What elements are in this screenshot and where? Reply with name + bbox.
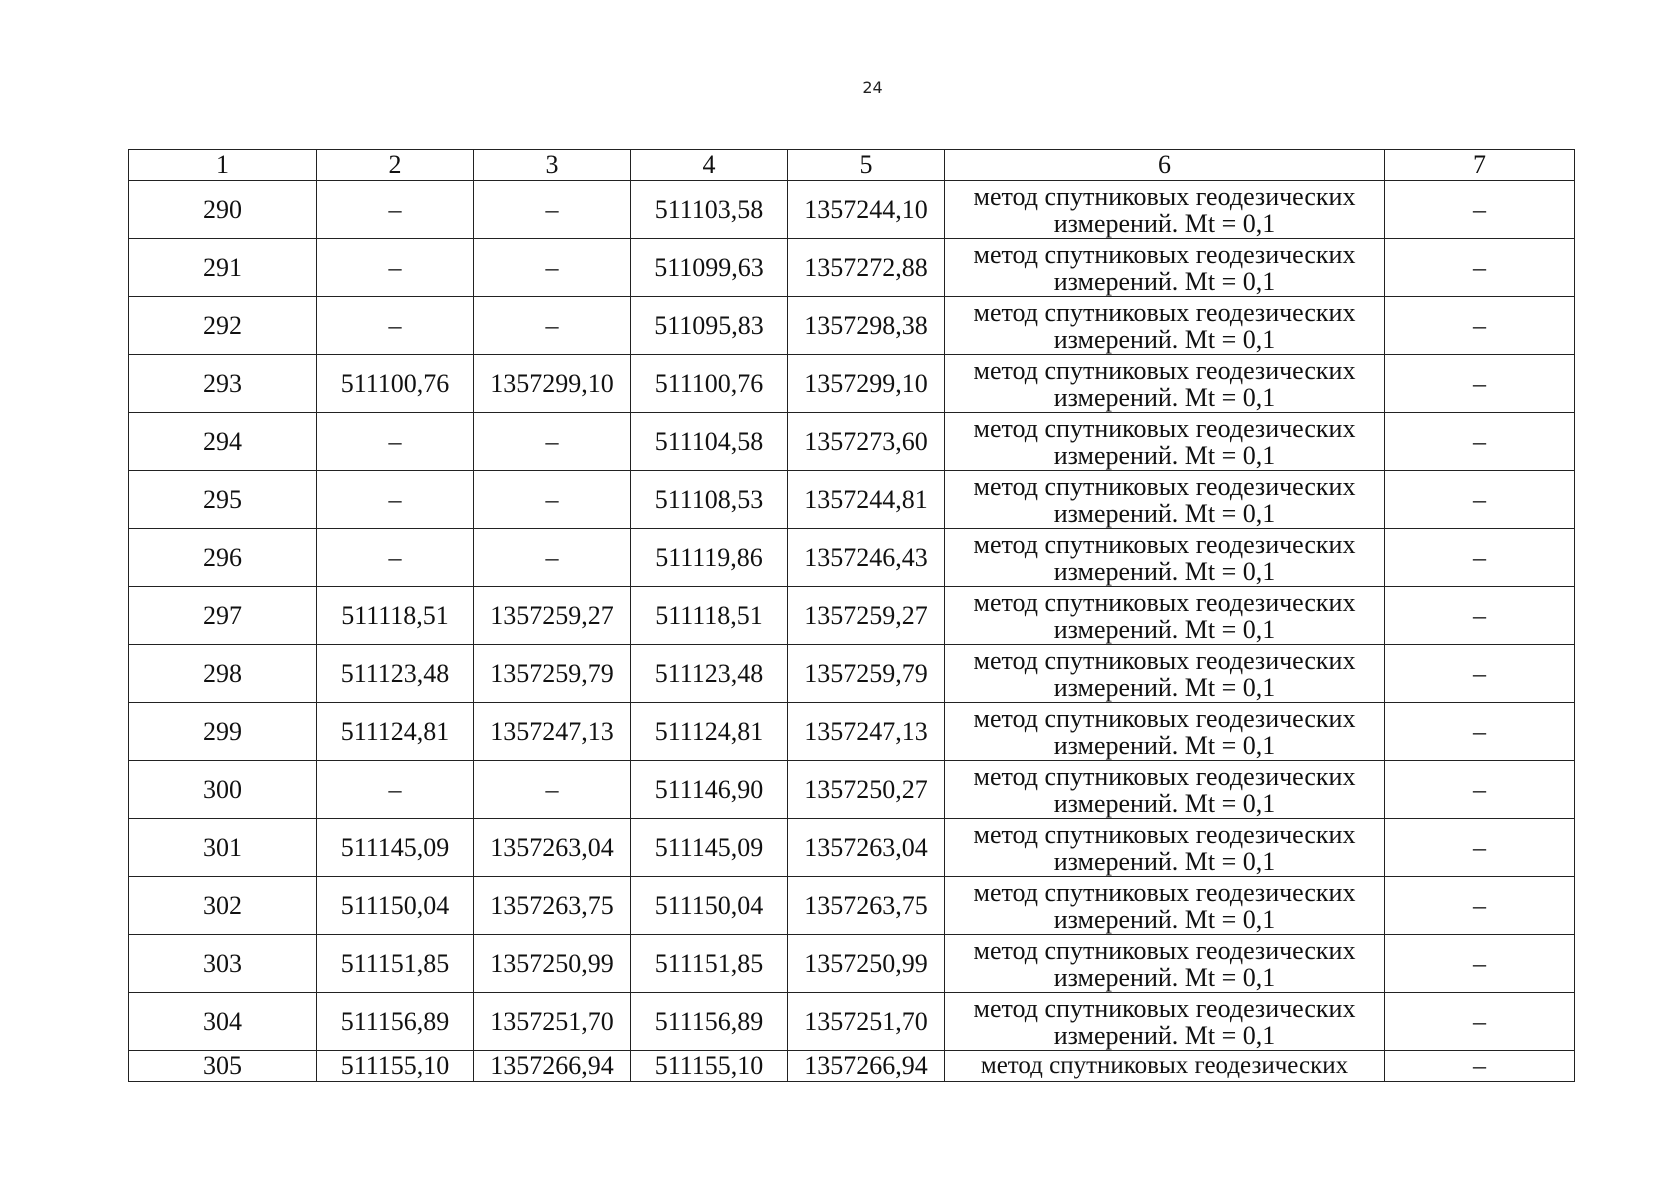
old-x: – [317,529,474,587]
table-row [129,355,1575,413]
old-y: – [474,413,631,471]
new-y: 1357246,43 [788,529,945,587]
old-y: 1357259,27 [474,587,631,645]
point-number: 293 [129,355,317,413]
method-cell [945,239,1385,297]
table-row [129,819,1575,877]
new-y: 1357244,10 [788,181,945,239]
old-x: 511155,10 [317,1051,474,1082]
new-y: 1357299,10 [788,355,945,413]
precision-text: измерений. Mt = 0,1 [1053,962,1276,992]
old-y: – [474,529,631,587]
point-number: 295 [129,471,317,529]
new-x: 511119,86 [631,529,788,587]
new-x: 511124,81 [631,703,788,761]
coordinates-table [128,149,1575,1082]
old-x: 511151,85 [317,935,474,993]
new-x: 511155,10 [631,1051,788,1082]
new-y: 1357250,27 [788,761,945,819]
precision-text: измерений. Mt = 0,1 [1053,266,1276,296]
method-text: метод спутниковых геодезических [973,297,1356,327]
point-number: 301 [129,819,317,877]
description-cell: – [1385,877,1575,935]
method-text: метод спутниковых геодезических [973,355,1356,385]
description-cell: – [1385,1051,1575,1082]
point-number: 305 [129,1051,317,1082]
new-x: 511118,51 [631,587,788,645]
new-x: 511123,48 [631,645,788,703]
header-cell: 3 [474,150,631,181]
new-x: 511145,09 [631,819,788,877]
point-number: 294 [129,413,317,471]
old-y: 1357263,75 [474,877,631,935]
point-number: 297 [129,587,317,645]
old-x: – [317,239,474,297]
new-y: 1357247,13 [788,703,945,761]
table-row [129,471,1575,529]
new-x: 511146,90 [631,761,788,819]
new-y: 1357263,75 [788,877,945,935]
description-cell: – [1385,297,1575,355]
old-x: 511145,09 [317,819,474,877]
method-cell [945,877,1385,935]
header-cell: 7 [1385,150,1575,181]
table-row [129,1051,1575,1082]
method-cell [945,413,1385,471]
old-y: 1357250,99 [474,935,631,993]
description-cell: – [1385,413,1575,471]
table-row [129,587,1575,645]
table-row [129,297,1575,355]
method-cell [945,935,1385,993]
description-cell: – [1385,935,1575,993]
method-text: метод спутниковых геодезических [973,413,1356,443]
method-cell [945,529,1385,587]
method-text: метод спутниковых геодезических [973,761,1356,791]
table-row [129,645,1575,703]
precision-text: измерений. Mt = 0,1 [1053,382,1276,412]
method-text: метод спутниковых геодезических [973,645,1356,675]
precision-text: измерений. Mt = 0,1 [1053,904,1276,934]
precision-text: измерений. Mt = 0,1 [1053,1020,1276,1050]
old-y: 1357299,10 [474,355,631,413]
new-x: 511150,04 [631,877,788,935]
old-x: – [317,761,474,819]
point-number: 303 [129,935,317,993]
method-text: метод спутниковых геодезических [973,703,1356,733]
method-cell [945,471,1385,529]
new-x: 511100,76 [631,355,788,413]
old-y: 1357251,70 [474,993,631,1051]
old-y: 1357263,04 [474,819,631,877]
table-row [129,529,1575,587]
method-cell [945,587,1385,645]
table-row [129,239,1575,297]
header-row [129,150,1575,181]
description-cell: – [1385,471,1575,529]
old-x: 511123,48 [317,645,474,703]
precision-text: измерений. Mt = 0,1 [1053,440,1276,470]
method-text: метод спутниковых геодезических [973,529,1356,559]
new-y: 1357273,60 [788,413,945,471]
new-y: 1357266,94 [788,1051,945,1082]
old-y: – [474,471,631,529]
new-x: 511104,58 [631,413,788,471]
description-cell: – [1385,529,1575,587]
method-text: метод спутниковых геодезических [973,587,1356,617]
precision-text: измерений. Mt = 0,1 [1053,208,1276,238]
method-cell [945,761,1385,819]
precision-text: измерений. Mt = 0,1 [1053,556,1276,586]
method-cell [945,993,1385,1051]
method-text: метод спутниковых геодезических [973,819,1356,849]
precision-text: измерений. Mt = 0,1 [1053,324,1276,354]
table-row [129,877,1575,935]
new-y: 1357263,04 [788,819,945,877]
new-x: 511099,63 [631,239,788,297]
old-y: – [474,761,631,819]
header-cell: 5 [788,150,945,181]
new-y: 1357259,79 [788,645,945,703]
table-row [129,761,1575,819]
description-cell: – [1385,819,1575,877]
precision-text: измерений. Mt = 0,1 [1053,846,1276,876]
point-number: 292 [129,297,317,355]
method-text: метод спутниковых геодезических [973,239,1356,269]
header-cell: 1 [129,150,317,181]
old-x: – [317,471,474,529]
old-x: – [317,181,474,239]
description-cell: – [1385,703,1575,761]
old-x: 511156,89 [317,993,474,1051]
header-cell: 4 [631,150,788,181]
description-cell: – [1385,993,1575,1051]
point-number: 304 [129,993,317,1051]
new-y: 1357250,99 [788,935,945,993]
new-y: 1357251,70 [788,993,945,1051]
new-y: 1357298,38 [788,297,945,355]
table-row [129,181,1575,239]
precision-text: измерений. Mt = 0,1 [1053,614,1276,644]
table-row [129,703,1575,761]
description-cell: – [1385,181,1575,239]
new-y: 1357259,27 [788,587,945,645]
old-y: – [474,181,631,239]
old-y: – [474,239,631,297]
old-x: – [317,413,474,471]
new-x: 511108,53 [631,471,788,529]
method-text: метод спутниковых геодезических [973,877,1356,907]
precision-text: измерений. Mt = 0,1 [1053,672,1276,702]
point-number: 291 [129,239,317,297]
old-y: 1357266,94 [474,1051,631,1082]
header-cell: 6 [945,150,1385,181]
page-number: 24 [862,78,883,97]
new-y: 1357244,81 [788,471,945,529]
new-x: 511103,58 [631,181,788,239]
table-row [129,993,1575,1051]
old-x: 511150,04 [317,877,474,935]
point-number: 290 [129,181,317,239]
table-row [129,413,1575,471]
method-cell [945,819,1385,877]
method-text: метод спутниковых геодезических [945,1051,1385,1082]
description-cell: – [1385,587,1575,645]
old-y: – [474,297,631,355]
method-text: метод спутниковых геодезических [973,993,1356,1023]
method-cell [945,297,1385,355]
method-cell [945,645,1385,703]
old-x: 511124,81 [317,703,474,761]
new-x: 511151,85 [631,935,788,993]
old-x: 511100,76 [317,355,474,413]
description-cell: – [1385,761,1575,819]
description-cell: – [1385,239,1575,297]
new-x: 511095,83 [631,297,788,355]
point-number: 302 [129,877,317,935]
method-cell [945,703,1385,761]
method-text: метод спутниковых геодезических [973,471,1356,501]
method-cell [945,181,1385,239]
point-number: 299 [129,703,317,761]
old-x: 511118,51 [317,587,474,645]
method-cell [945,355,1385,413]
point-number: 300 [129,761,317,819]
old-y: 1357259,79 [474,645,631,703]
new-y: 1357272,88 [788,239,945,297]
precision-text: измерений. Mt = 0,1 [1053,498,1276,528]
table-row [129,935,1575,993]
precision-text: измерений. Mt = 0,1 [1053,788,1276,818]
description-cell: – [1385,355,1575,413]
header-cell: 2 [317,150,474,181]
method-text: метод спутниковых геодезических [973,181,1356,211]
old-x: – [317,297,474,355]
new-x: 511156,89 [631,993,788,1051]
point-number: 296 [129,529,317,587]
point-number: 298 [129,645,317,703]
old-y: 1357247,13 [474,703,631,761]
description-cell: – [1385,645,1575,703]
precision-text: измерений. Mt = 0,1 [1053,730,1276,760]
method-text: метод спутниковых геодезических [973,935,1356,965]
